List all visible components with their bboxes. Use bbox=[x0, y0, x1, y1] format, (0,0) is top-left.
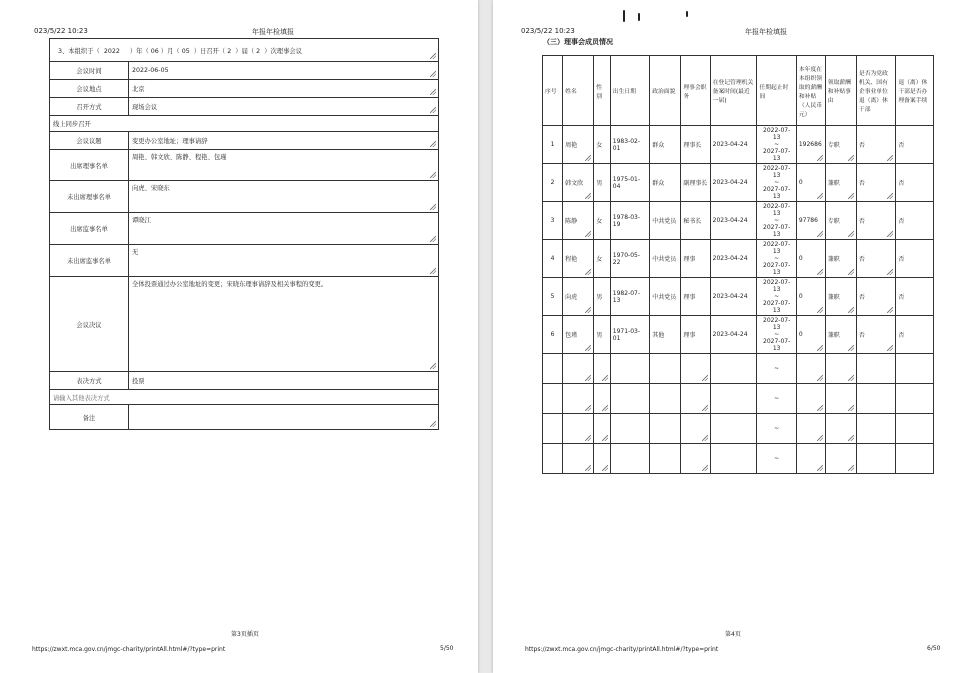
absent-directors-field[interactable]: 向虎、宋晓东 bbox=[129, 181, 439, 213]
member-pay[interactable]: 192686 bbox=[796, 126, 825, 164]
member-no: 3 bbox=[543, 202, 563, 240]
member-position[interactable]: 理事 bbox=[681, 316, 710, 354]
member-no: 2 bbox=[543, 164, 563, 202]
row-meeting-mode bbox=[50, 98, 439, 116]
empty-cell[interactable] bbox=[856, 384, 895, 414]
row-online-note bbox=[50, 116, 439, 132]
attending-supervisors-field[interactable]: 谭晓江 bbox=[129, 213, 439, 245]
empty-cell[interactable] bbox=[856, 444, 895, 474]
meeting-place-field[interactable]: 北京 bbox=[129, 80, 439, 98]
member-term[interactable] bbox=[757, 278, 796, 316]
member-term[interactable] bbox=[757, 316, 796, 354]
member-term-sep: ~ bbox=[774, 255, 780, 262]
row-meeting-place bbox=[50, 80, 439, 98]
member-gender[interactable]: 男 bbox=[594, 316, 610, 354]
member-retired[interactable]: 否 bbox=[856, 126, 895, 164]
col-retired: 是否为党政机关、国有企事业单位退（离）休干部 bbox=[856, 56, 895, 126]
table-row bbox=[543, 202, 934, 240]
meeting-mode-field[interactable]: 现场会议 bbox=[129, 98, 439, 116]
empty-cell[interactable] bbox=[896, 444, 934, 474]
empty-cell[interactable] bbox=[856, 414, 895, 444]
empty-cell[interactable] bbox=[594, 444, 610, 474]
member-filed[interactable]: 2023-04-24 bbox=[710, 164, 757, 202]
col-reason: 领取薪酬和补贴事由 bbox=[825, 56, 856, 126]
meeting-term[interactable]: 2 bbox=[227, 47, 232, 55]
row-attending-directors bbox=[50, 150, 439, 181]
attending-directors-field[interactable]: 周艳、韩文欣、陈静、程艳、包瑾 bbox=[129, 150, 439, 181]
member-term-sep: ~ bbox=[774, 217, 780, 224]
row-absent-directors bbox=[50, 181, 439, 213]
table-header-row bbox=[543, 56, 934, 126]
member-retired[interactable]: 否 bbox=[856, 240, 895, 278]
empty-cell[interactable] bbox=[610, 414, 649, 444]
col-gender: 性别 bbox=[594, 56, 610, 126]
col-no: 序号 bbox=[543, 56, 563, 126]
member-birth[interactable]: 1975-01-04 bbox=[610, 164, 649, 202]
member-gender[interactable]: 男 bbox=[594, 278, 610, 316]
member-reason[interactable]: 兼职 bbox=[825, 278, 856, 316]
member-name[interactable]: 向虎 bbox=[563, 278, 594, 316]
empty-cell[interactable] bbox=[650, 414, 681, 444]
label-meeting-time: 会议时间 bbox=[50, 62, 129, 80]
empty-cell[interactable] bbox=[825, 414, 856, 444]
label-remark: 备注 bbox=[50, 405, 129, 430]
empty-table-row bbox=[543, 354, 934, 384]
meeting-prefix: 3、本组织于（ bbox=[58, 47, 100, 55]
page-left bbox=[0, 0, 478, 673]
empty-cell[interactable] bbox=[681, 354, 710, 384]
member-retired[interactable]: 否 bbox=[856, 164, 895, 202]
page-right bbox=[493, 0, 969, 673]
row-meeting-time bbox=[50, 62, 439, 80]
col-filing: 退（离）休干部是否办理备案手续 bbox=[896, 56, 934, 126]
empty-cell[interactable] bbox=[681, 414, 710, 444]
member-reason[interactable]: 专职 bbox=[825, 126, 856, 164]
meeting-session[interactable]: 2 bbox=[256, 47, 261, 55]
member-birth[interactable]: 1983-02-01 bbox=[610, 126, 649, 164]
member-name[interactable]: 包瑾 bbox=[563, 316, 594, 354]
resolution-field[interactable]: 全体投票通过办公室地址的变更；宋晓东理事请辞及相关事程的变更。 bbox=[129, 277, 439, 372]
empty-cell bbox=[543, 384, 563, 414]
page-number: 6/50 bbox=[927, 645, 941, 652]
empty-term-dash[interactable]: ~ bbox=[757, 354, 796, 384]
member-term-start: 2022-07-13 bbox=[763, 203, 791, 217]
members-body bbox=[543, 126, 934, 474]
member-position[interactable]: 理事长 bbox=[681, 126, 710, 164]
member-pay[interactable]: 0 bbox=[796, 240, 825, 278]
row-remark bbox=[50, 405, 439, 430]
table-row bbox=[543, 126, 934, 164]
vote-method-field[interactable]: 投票 bbox=[129, 372, 439, 390]
meeting-time-field[interactable]: 2022-06-05 bbox=[129, 62, 439, 80]
term-label: ）届（ bbox=[235, 47, 255, 55]
empty-table-row bbox=[543, 384, 934, 414]
member-gender[interactable]: 女 bbox=[594, 240, 610, 278]
member-term-end: 2027-07-13 bbox=[763, 338, 791, 352]
label-attending-supervisors: 出席监事名单 bbox=[50, 213, 129, 245]
col-birth: 出生日期 bbox=[610, 56, 649, 126]
col-position: 理事会职务 bbox=[681, 56, 710, 126]
empty-cell[interactable] bbox=[825, 444, 856, 474]
empty-cell[interactable] bbox=[650, 384, 681, 414]
label-attending-directors: 出席理事名单 bbox=[50, 150, 129, 181]
empty-cell[interactable] bbox=[681, 384, 710, 414]
member-term[interactable] bbox=[757, 164, 796, 202]
empty-table-row bbox=[543, 444, 934, 474]
col-pay: 本年度在本组织领取的薪酬和补贴（人民币元） bbox=[796, 56, 825, 126]
col-filed: 在登记管理机关备案时间(最近一届) bbox=[710, 56, 757, 126]
member-filed[interactable]: 2023-04-24 bbox=[710, 126, 757, 164]
member-birth[interactable]: 1982-07-13 bbox=[610, 278, 649, 316]
member-filed[interactable]: 2023-04-24 bbox=[710, 316, 757, 354]
member-gender[interactable]: 女 bbox=[594, 202, 610, 240]
member-term-start: 2022-07-13 bbox=[763, 279, 791, 293]
member-term-end: 2027-07-13 bbox=[763, 186, 791, 200]
member-pay[interactable]: 0 bbox=[796, 278, 825, 316]
day-label: ）日召开（ bbox=[193, 47, 226, 55]
empty-cell bbox=[543, 444, 563, 474]
member-name[interactable]: 韩文欣 bbox=[563, 164, 594, 202]
session-label: ）次理事会议 bbox=[264, 47, 302, 55]
empty-cell[interactable] bbox=[650, 444, 681, 474]
member-gender[interactable]: 男 bbox=[594, 164, 610, 202]
empty-term-dash[interactable]: ~ bbox=[757, 444, 796, 474]
empty-cell[interactable] bbox=[796, 384, 825, 414]
empty-cell[interactable] bbox=[825, 384, 856, 414]
member-name[interactable]: 周艳 bbox=[563, 126, 594, 164]
col-name: 姓名 bbox=[563, 56, 594, 126]
member-term-sep: ~ bbox=[774, 331, 780, 338]
remark-field[interactable] bbox=[129, 405, 439, 430]
label-absent-directors: 未出席理事名单 bbox=[50, 181, 129, 213]
label-meeting-topic: 会议议题 bbox=[50, 132, 129, 150]
meeting-table bbox=[49, 38, 439, 430]
table-row bbox=[543, 316, 934, 354]
empty-cell[interactable] bbox=[796, 444, 825, 474]
empty-cell[interactable] bbox=[825, 354, 856, 384]
member-term[interactable] bbox=[757, 202, 796, 240]
print-title: 年报年检填报 bbox=[252, 28, 294, 36]
member-birth[interactable]: 1971-03-01 bbox=[610, 316, 649, 354]
empty-cell bbox=[543, 354, 563, 384]
absent-supervisors-field[interactable]: 无 bbox=[129, 245, 439, 277]
label-vote-method: 表决方式 bbox=[50, 372, 129, 390]
member-filing[interactable]: 否 bbox=[896, 316, 934, 354]
member-filing[interactable]: 否 bbox=[896, 278, 934, 316]
meeting-year[interactable]: 2022 bbox=[103, 47, 120, 55]
member-filed[interactable]: 2023-04-24 bbox=[710, 278, 757, 316]
empty-term-dash[interactable]: ~ bbox=[757, 414, 796, 444]
empty-cell[interactable] bbox=[710, 414, 757, 444]
member-name[interactable]: 陈静 bbox=[563, 202, 594, 240]
row-absent-supervisors bbox=[50, 245, 439, 277]
page-label: 第4页 bbox=[725, 631, 741, 638]
member-term-end: 2027-07-13 bbox=[763, 262, 791, 276]
print-timestamp: 023/5/22 10:23 bbox=[34, 27, 88, 35]
label-meeting-mode: 召开方式 bbox=[50, 98, 129, 116]
member-retired[interactable]: 否 bbox=[856, 278, 895, 316]
page-label: 第3页插页 bbox=[231, 631, 259, 638]
section-title: （三）理事会成员情况 bbox=[543, 38, 613, 46]
member-filing[interactable]: 否 bbox=[896, 202, 934, 240]
print-title: 年报年检填报 bbox=[745, 28, 787, 36]
table-row bbox=[543, 240, 934, 278]
member-filing[interactable]: 否 bbox=[896, 164, 934, 202]
online-sync-option[interactable]: 线上同步召开 bbox=[50, 116, 439, 132]
table-row bbox=[543, 278, 934, 316]
member-political[interactable]: 中共党员 bbox=[650, 278, 681, 316]
member-term-start: 2022-07-13 bbox=[763, 317, 791, 331]
meeting-topic-field[interactable]: 变更办公室地址；理事请辞 bbox=[129, 132, 439, 150]
member-retired[interactable]: 否 bbox=[856, 202, 895, 240]
print-timestamp: 023/5/22 10:23 bbox=[521, 27, 575, 35]
empty-cell[interactable] bbox=[796, 414, 825, 444]
row-vote-method bbox=[50, 372, 439, 390]
meeting-line-row bbox=[50, 39, 439, 62]
member-political[interactable]: 中共党员 bbox=[650, 240, 681, 278]
empty-term-dash[interactable]: ~ bbox=[757, 384, 796, 414]
empty-cell[interactable] bbox=[610, 444, 649, 474]
member-position[interactable]: 秘书长 bbox=[681, 202, 710, 240]
empty-cell[interactable] bbox=[594, 414, 610, 444]
label-resolution: 会议决议 bbox=[50, 277, 129, 372]
row-attending-supervisors bbox=[50, 213, 439, 245]
member-retired[interactable]: 否 bbox=[856, 316, 895, 354]
member-no: 6 bbox=[543, 316, 563, 354]
member-no: 4 bbox=[543, 240, 563, 278]
empty-cell[interactable] bbox=[896, 384, 934, 414]
member-term-sep: ~ bbox=[774, 179, 780, 186]
member-gender[interactable]: 女 bbox=[594, 126, 610, 164]
member-term-sep: ~ bbox=[774, 141, 780, 148]
empty-cell[interactable] bbox=[856, 354, 895, 384]
member-term[interactable] bbox=[757, 240, 796, 278]
footer-url[interactable]: https://zwxt.mca.gov.cn/jmgc-charity/printAll.html#/?type=print bbox=[525, 646, 719, 653]
empty-cell[interactable] bbox=[563, 354, 594, 384]
member-position[interactable]: 理事 bbox=[681, 240, 710, 278]
member-pay[interactable]: 97786 bbox=[796, 202, 825, 240]
label-absent-supervisors: 未出席监事名单 bbox=[50, 245, 129, 277]
member-birth[interactable]: 1978-03-19 bbox=[610, 202, 649, 240]
member-pay[interactable]: 0 bbox=[796, 164, 825, 202]
member-filed[interactable]: 2023-04-24 bbox=[710, 240, 757, 278]
row-vote-other bbox=[50, 390, 439, 405]
empty-cell[interactable] bbox=[710, 384, 757, 414]
member-position[interactable]: 理事 bbox=[681, 278, 710, 316]
empty-cell[interactable] bbox=[563, 414, 594, 444]
member-term-start: 2022-07-13 bbox=[763, 241, 791, 255]
empty-cell[interactable] bbox=[896, 354, 934, 384]
empty-cell[interactable] bbox=[610, 384, 649, 414]
member-term[interactable] bbox=[757, 126, 796, 164]
member-term-end: 2027-07-13 bbox=[763, 300, 791, 314]
table-row bbox=[543, 164, 934, 202]
member-political[interactable]: 中共党员 bbox=[650, 202, 681, 240]
scan-mark bbox=[623, 10, 625, 22]
empty-cell[interactable] bbox=[563, 444, 594, 474]
empty-cell[interactable] bbox=[650, 354, 681, 384]
member-name[interactable]: 程艳 bbox=[563, 240, 594, 278]
empty-table-row bbox=[543, 414, 934, 444]
member-reason[interactable]: 专职 bbox=[825, 202, 856, 240]
col-term: 任期起止时间 bbox=[757, 56, 796, 126]
member-filed[interactable]: 2023-04-24 bbox=[710, 202, 757, 240]
board-members-table bbox=[542, 55, 934, 474]
member-political[interactable]: 其他 bbox=[650, 316, 681, 354]
month-label: ）月（ bbox=[160, 47, 180, 55]
page-number: 5/50 bbox=[440, 645, 454, 652]
member-term-end: 2027-07-13 bbox=[763, 224, 791, 238]
member-reason[interactable]: 兼职 bbox=[825, 240, 856, 278]
year-label: ）年（ bbox=[129, 47, 149, 55]
empty-cell bbox=[543, 414, 563, 444]
empty-cell[interactable] bbox=[681, 444, 710, 474]
member-term-sep: ~ bbox=[774, 293, 780, 300]
empty-cell[interactable] bbox=[796, 354, 825, 384]
footer-url[interactable]: https://zwxt.mca.gov.cn/jmgc-charity/printAll.html#/?type=print bbox=[32, 646, 226, 653]
row-resolution bbox=[50, 277, 439, 372]
empty-cell[interactable] bbox=[594, 354, 610, 384]
member-no: 1 bbox=[543, 126, 563, 164]
label-meeting-place: 会议地点 bbox=[50, 80, 129, 98]
meeting-day[interactable]: 05 bbox=[181, 47, 190, 55]
col-political: 政治面貌 bbox=[650, 56, 681, 126]
scan-mark bbox=[686, 11, 688, 17]
empty-cell[interactable] bbox=[563, 384, 594, 414]
member-term-start: 2022-07-13 bbox=[763, 127, 791, 141]
member-filing[interactable]: 否 bbox=[896, 126, 934, 164]
member-pay[interactable]: 0 bbox=[796, 316, 825, 354]
member-political[interactable]: 群众 bbox=[650, 164, 681, 202]
empty-cell[interactable] bbox=[896, 414, 934, 444]
member-reason[interactable]: 兼职 bbox=[825, 164, 856, 202]
member-political[interactable]: 群众 bbox=[650, 126, 681, 164]
vote-other-input[interactable]: 请输入其他表决方式 bbox=[50, 390, 439, 405]
empty-cell[interactable] bbox=[710, 354, 757, 384]
empty-cell[interactable] bbox=[610, 354, 649, 384]
row-meeting-topic bbox=[50, 132, 439, 150]
member-reason[interactable]: 兼职 bbox=[825, 316, 856, 354]
member-term-end: 2027-07-13 bbox=[763, 148, 791, 162]
empty-cell[interactable] bbox=[594, 384, 610, 414]
member-filing[interactable]: 否 bbox=[896, 240, 934, 278]
member-birth[interactable]: 1970-05-22 bbox=[610, 240, 649, 278]
meeting-month[interactable]: 06 bbox=[150, 47, 159, 55]
scan-mark bbox=[638, 13, 640, 21]
member-position[interactable]: 副理事长 bbox=[681, 164, 710, 202]
member-no: 5 bbox=[543, 278, 563, 316]
empty-cell[interactable] bbox=[710, 444, 757, 474]
member-term-start: 2022-07-13 bbox=[763, 165, 791, 179]
